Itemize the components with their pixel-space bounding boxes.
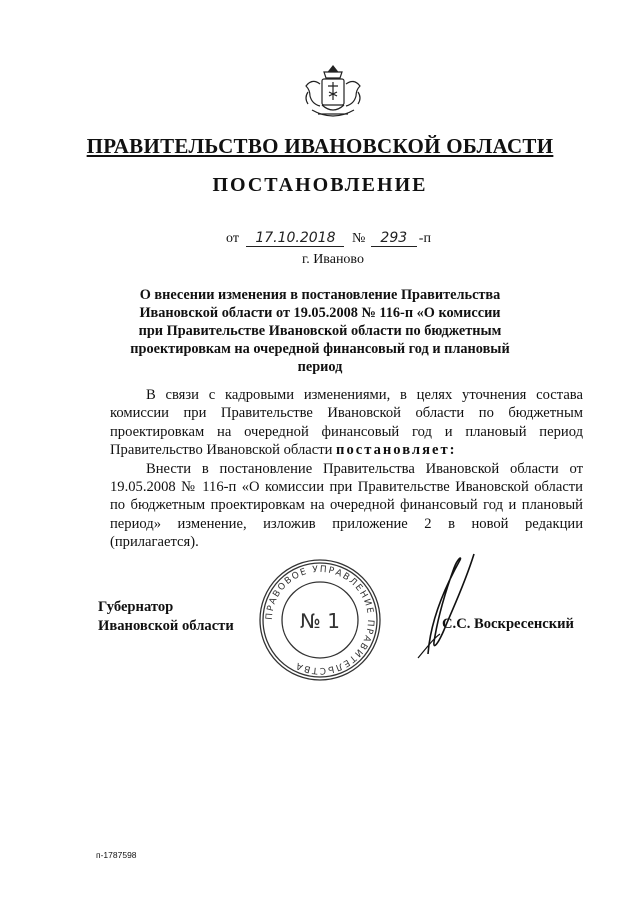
signatory-name: С.С. Воскресенский — [442, 616, 574, 632]
document-code: п-1787598 — [96, 850, 137, 860]
government-title: ПРАВИТЕЛЬСТВО ИВАНОВСКОЙ ОБЛАСТИ — [86, 134, 554, 158]
body-paragraph-2: Внести в постановление Правительства Ивановской области от 19.05.2008 № 116-п «О комиссии при Правительстве Ивановской области по бюджетным проектировкам на очередной финансовый год и плановый период» изменение, изложив приложение 2 в новой редакции (прилагается). — [110, 460, 583, 551]
coat-of-arms-emblem — [300, 62, 366, 120]
position-line-2: Ивановской области — [98, 617, 234, 634]
date-number-line — [226, 231, 431, 247]
handwritten-signature — [388, 546, 478, 664]
number-sign: № — [351, 231, 366, 246]
body-paragraph-1 — [110, 386, 583, 460]
official-stamp — [256, 556, 384, 684]
paragraph-1-text: В связи с кадровыми изменениями, в целях уточнения состава комиссии при Правительстве Ивановской области по бюджетным проектировкам на очередной финансовый год и плановый период Правительство Ивановской области — [110, 387, 583, 459]
stamp-center-text: № 1 — [300, 609, 340, 633]
signatory-position — [98, 598, 234, 635]
decree-word: постановляет: — [336, 442, 457, 459]
position-line-1: Губернатор — [98, 599, 174, 615]
document-body — [110, 386, 583, 552]
number-suffix: -п — [418, 231, 431, 246]
stamp-ring-text: ПРАВОВОЕ УПРАВЛЕНИЕ ПРАВИТЕЛЬСТВА — [264, 564, 376, 676]
city-line: г. Иваново — [302, 252, 364, 267]
subject-line: при Правительстве Ивановской области по бюджетным — [138, 323, 502, 339]
document-subject — [110, 286, 530, 376]
subject-line: Ивановской области от 19.05.2008 № 116-п «О комиссии — [139, 305, 501, 321]
handwritten-date: 17.10.2018 — [246, 231, 344, 247]
subject-line: О внесении изменения в постановление Правительства — [139, 287, 501, 303]
document-type-title: ПОСТАНОВЛЕНИЕ — [212, 174, 428, 196]
handwritten-number: 293 — [371, 231, 417, 247]
date-prefix: от — [226, 231, 239, 246]
subject-line: проектировкам на очередной финансовый год и плановый период — [130, 341, 510, 375]
